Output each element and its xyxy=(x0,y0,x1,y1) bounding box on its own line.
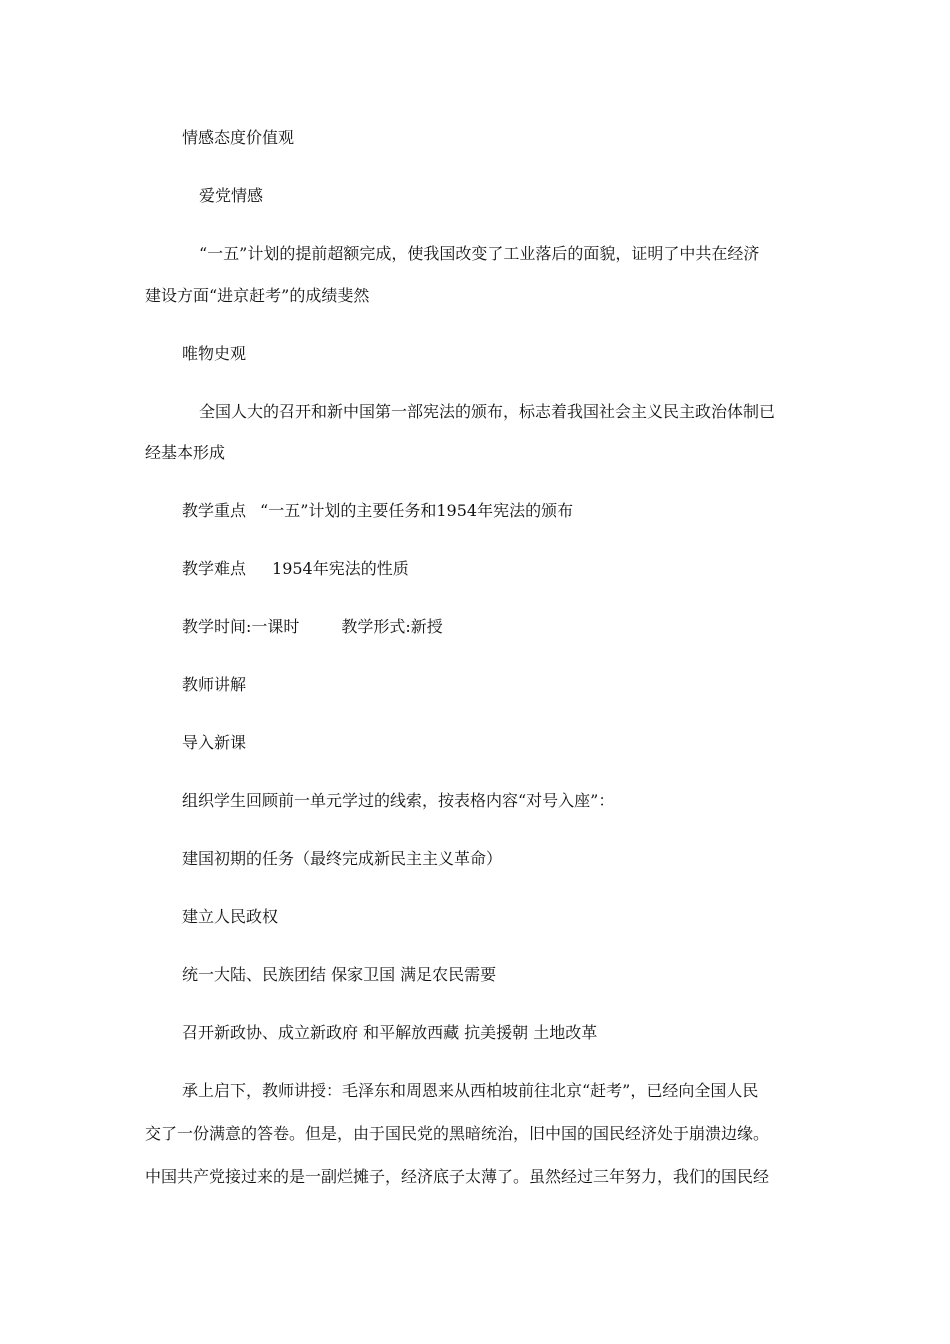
teacher-explain: 教师讲解 xyxy=(182,675,247,694)
key-point-label: 教学重点 xyxy=(182,501,247,520)
transition-line3: 中国共产党接过来的是一副烂摊子，经济底子太薄了。虽然经过三年努力，我们的国民经 xyxy=(145,1167,770,1186)
form-text: 教学形式:新授 xyxy=(341,617,443,636)
intro-heading: 导入新课 xyxy=(182,733,247,752)
task-goals: 统一大陆、民族团结 保家卫国 满足农民需要 xyxy=(182,965,497,984)
time-text: 教学时间:一课时 xyxy=(182,617,300,636)
materialism-text-line1: 全国人大的召开和新中国第一部宪法的颁布，标志着我国社会主义民主政治体制已 xyxy=(199,402,776,421)
task-heading: 建国初期的任务（最终完成新民主主义革命） xyxy=(182,849,503,868)
transition-line1: 承上启下，教师讲授：毛泽东和周恩来从西柏坡前往北京“赶考”，已经向全国人民 xyxy=(182,1081,759,1100)
task-power: 建立人民政权 xyxy=(182,907,279,926)
patriotism-heading: 爱党情感 xyxy=(199,186,264,205)
values-heading: 情感态度价值观 xyxy=(182,128,295,147)
materialism-text-line2: 经基本形成 xyxy=(145,443,226,462)
difficulty-label: 教学难点 xyxy=(182,559,247,578)
schedule-row xyxy=(182,617,443,637)
difficulty-value: 1954年宪法的性质 xyxy=(272,559,409,578)
transition-line2: 交了一份满意的答卷。但是，由于国民党的黑暗统治，旧中国的国民经济处于崩溃边缘。 xyxy=(145,1124,770,1143)
key-point-row xyxy=(182,501,573,521)
intro-text: 组织学生回顾前一单元学过的线索，按表格内容“对号入座”： xyxy=(182,791,615,810)
key-point-value: “一五”计划的主要任务和1954年宪法的颁布 xyxy=(260,501,574,520)
patriotism-text-line2: 建设方面“进京赶考”的成绩斐然 xyxy=(145,286,370,305)
patriotism-text-line1: “一五”计划的提前超额完成，使我国改变了工业落后的面貌，证明了中共在经济 xyxy=(199,244,760,263)
task-actions: 召开新政协、成立新政府 和平解放西藏 抗美援朝 土地改革 xyxy=(182,1023,598,1042)
difficulty-row xyxy=(182,559,409,579)
materialism-heading: 唯物史观 xyxy=(182,344,247,363)
